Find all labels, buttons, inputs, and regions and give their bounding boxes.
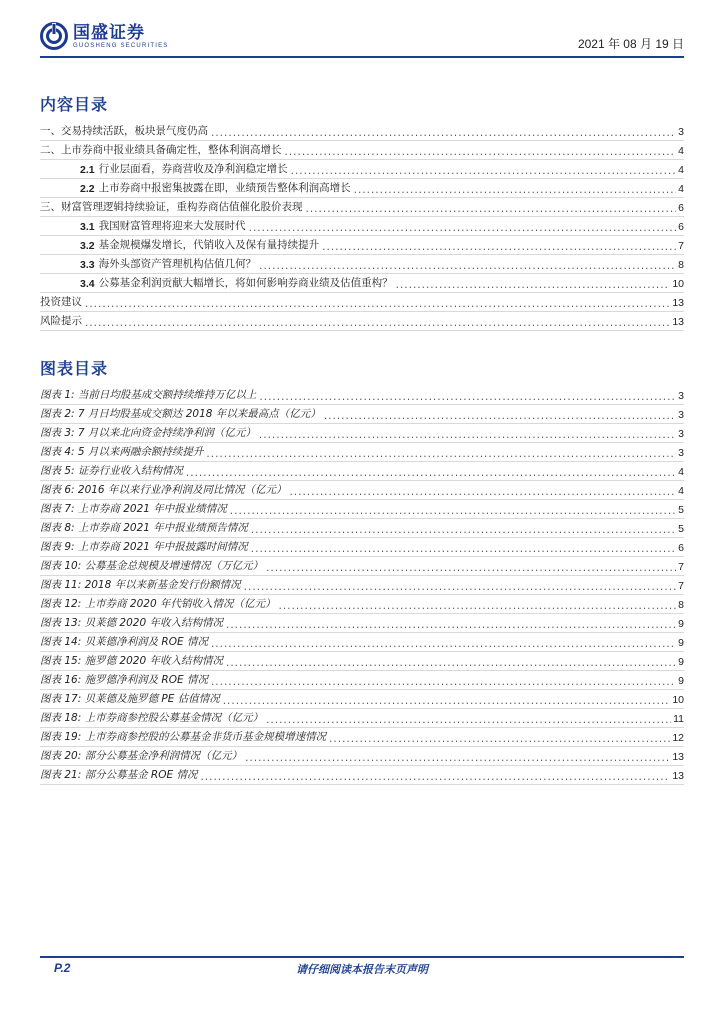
page-ref: 13 xyxy=(672,316,684,328)
entry-title: 基金规模爆发增长，代销收入及保有量持续提升 xyxy=(98,239,320,251)
dot-leader xyxy=(259,392,676,402)
page-ref: 3 xyxy=(678,126,684,138)
page-ref: 3 xyxy=(678,447,684,459)
page-ref: 10 xyxy=(672,694,684,706)
page-ref: 8 xyxy=(678,259,684,271)
figure-entry[interactable] xyxy=(40,557,684,576)
page-number: P.2 xyxy=(54,961,71,975)
entry-title: 上市券商中报密集披露在即，业绩预告整体利润高增长 xyxy=(98,182,351,194)
page-ref: 6 xyxy=(678,542,684,554)
brand-name-en: GUOSHENG SECURITIES xyxy=(73,42,169,49)
figure-entry[interactable] xyxy=(40,443,684,462)
dot-leader xyxy=(230,506,676,516)
page-ref: 6 xyxy=(678,202,684,214)
figure-title: 图表 14: 贝莱德净利润及 ROE 情况 xyxy=(40,636,208,648)
figure-title: 图表 9: 上市券商 2021 年中报披露时间情况 xyxy=(40,541,248,553)
figures-list xyxy=(40,386,684,785)
page-ref: 7 xyxy=(678,561,684,573)
page-ref: 8 xyxy=(678,599,684,611)
toc-entry[interactable] xyxy=(40,122,684,141)
section-number: 3.4 xyxy=(80,278,95,290)
figure-entry[interactable] xyxy=(40,481,684,500)
figure-entry[interactable] xyxy=(40,671,684,690)
toc-entry[interactable] xyxy=(40,217,684,236)
dot-leader xyxy=(259,261,676,271)
figure-title: 图表 5: 证券行业收入结构情况 xyxy=(40,465,183,477)
toc-entry[interactable] xyxy=(40,236,684,255)
dot-leader xyxy=(322,242,676,252)
page-ref: 4 xyxy=(678,485,684,497)
figure-title: 图表 21: 部分公募基金 ROE 情况 xyxy=(40,769,198,781)
figure-entry[interactable] xyxy=(40,633,684,652)
dot-leader xyxy=(266,715,671,725)
dot-leader xyxy=(396,280,671,290)
figure-title: 图表 7: 上市券商 2021 年中报业绩情况 xyxy=(40,503,227,515)
entry-title: 风险提示 xyxy=(40,315,82,327)
figure-title: 图表 8: 上市券商 2021 年中报业绩预告情况 xyxy=(40,522,248,534)
page-ref: 4 xyxy=(678,466,684,478)
toc-entry[interactable] xyxy=(40,312,684,331)
section-number: 3.2 xyxy=(80,240,95,252)
section-number: 2.2 xyxy=(80,183,95,195)
toc-entry[interactable] xyxy=(40,141,684,160)
figure-title: 图表 15: 施罗德 2020 年收入结构情况 xyxy=(40,655,223,667)
page-ref: 7 xyxy=(678,580,684,592)
figure-title: 图表 2: 7 月日均股基成交额达 2018 年以来最高点（亿元） xyxy=(40,408,321,420)
page-ref: 12 xyxy=(672,732,684,744)
entry-title: 我国财富管理将迎来大发展时代 xyxy=(98,220,246,232)
dot-leader xyxy=(289,487,676,497)
page-ref: 9 xyxy=(678,637,684,649)
figures-title: 图表目录 xyxy=(40,359,109,378)
brand-logo xyxy=(40,22,168,50)
page-ref: 10 xyxy=(672,278,684,290)
dot-leader xyxy=(259,430,676,440)
page-ref: 13 xyxy=(672,751,684,763)
dot-leader xyxy=(226,658,676,668)
figure-title: 图表 16: 施罗德净利润及 ROE 情况 xyxy=(40,674,208,686)
dot-leader xyxy=(211,128,676,138)
figure-title: 图表 11: 2018 年以来新基金发行份额情况 xyxy=(40,579,241,591)
dot-leader xyxy=(206,449,676,459)
dot-leader xyxy=(244,582,677,592)
dot-leader xyxy=(266,563,676,573)
page-ref: 13 xyxy=(672,770,684,782)
entry-title: 公募基金利润贡献大幅增长，将如何影响券商业绩及估值重构？ xyxy=(98,277,393,289)
dot-leader xyxy=(200,772,670,782)
figure-entry[interactable] xyxy=(40,709,684,728)
figure-title: 图表 3: 7 月以来北向资金持续净利润（亿元） xyxy=(40,427,256,439)
page-ref: 3 xyxy=(678,409,684,421)
toc-entry[interactable] xyxy=(40,198,684,217)
dot-leader xyxy=(291,166,677,176)
figure-entry[interactable] xyxy=(40,424,684,443)
page-ref: 13 xyxy=(672,297,684,309)
dot-leader xyxy=(278,601,676,611)
page-ref: 3 xyxy=(678,390,684,402)
toc-entry[interactable] xyxy=(40,160,684,179)
entry-title: 海外头部资产管理机构估值几何？ xyxy=(98,258,257,270)
dot-leader xyxy=(211,677,676,687)
dot-leader xyxy=(186,468,676,478)
section-number: 2.1 xyxy=(80,164,95,176)
toc-entry[interactable] xyxy=(40,293,684,312)
header-divider xyxy=(40,56,684,58)
page-ref: 4 xyxy=(678,183,684,195)
figure-title: 图表 17: 贝莱德及施罗德 PE 估值情况 xyxy=(40,693,220,705)
entry-title: 一、交易持续活跃，板块景气度仍高 xyxy=(40,125,208,137)
dot-leader xyxy=(226,620,676,630)
page-ref: 5 xyxy=(678,504,684,516)
contents-title: 内容目录 xyxy=(40,95,109,114)
page-ref: 4 xyxy=(678,164,684,176)
toc-entry[interactable] xyxy=(40,255,684,274)
page-ref: 3 xyxy=(678,428,684,440)
figure-entry[interactable] xyxy=(40,405,684,424)
footer-disclaimer: 请仔细阅读本报告末页声明 xyxy=(296,963,428,976)
figure-title: 图表 20: 部分公募基金净利润情况（亿元） xyxy=(40,750,243,762)
toc-entry[interactable] xyxy=(40,274,684,293)
figure-entry[interactable] xyxy=(40,519,684,538)
dot-leader xyxy=(211,639,676,649)
figure-title: 图表 18: 上市券商参控股公募基金情况（亿元） xyxy=(40,712,264,724)
dot-leader xyxy=(285,147,677,157)
figure-entry[interactable] xyxy=(40,500,684,519)
figure-entry[interactable] xyxy=(40,614,684,633)
footer-divider xyxy=(40,956,684,958)
page-ref: 4 xyxy=(678,145,684,157)
contents-list xyxy=(40,122,684,331)
dot-leader xyxy=(85,299,670,309)
figure-entry[interactable] xyxy=(40,690,684,709)
section-number: 3.3 xyxy=(80,259,95,271)
entry-title: 行业层面看，券商营收及净利润稳定增长 xyxy=(98,163,288,175)
dot-leader xyxy=(251,544,676,554)
figure-entry[interactable] xyxy=(40,538,684,557)
entry-title: 二、上市券商中报业绩具备确定性，整体利润高增长 xyxy=(40,144,282,156)
page-ref: 5 xyxy=(678,523,684,535)
figure-entry[interactable] xyxy=(40,766,684,785)
dot-leader xyxy=(354,185,677,195)
entry-title: 投资建议 xyxy=(40,296,82,308)
figure-title: 图表 6: 2016 年以来行业净利润及同比情况（亿元） xyxy=(40,484,287,496)
page-header xyxy=(40,18,684,54)
page-ref: 11 xyxy=(673,713,684,725)
logo-icon xyxy=(40,22,68,50)
dot-leader xyxy=(306,204,677,214)
page-ref: 6 xyxy=(678,221,684,233)
report-date: 2021 年 08 月 19 日 xyxy=(577,37,684,51)
figure-entry[interactable] xyxy=(40,576,684,595)
page-ref: 9 xyxy=(678,675,684,687)
figure-entry[interactable] xyxy=(40,728,684,747)
entry-title: 三、财富管理逻辑持续验证，重构券商估值催化股价表现 xyxy=(40,201,303,213)
dot-leader xyxy=(223,696,671,706)
figure-entry[interactable] xyxy=(40,652,684,671)
figure-title: 图表 13: 贝莱德 2020 年收入结构情况 xyxy=(40,617,223,629)
figure-title: 图表 1: 当前日均股基成交额持续维持万亿以上 xyxy=(40,389,257,401)
page-ref: 9 xyxy=(678,656,684,668)
figure-entry[interactable] xyxy=(40,462,684,481)
page-ref: 7 xyxy=(678,240,684,252)
dot-leader xyxy=(329,734,670,744)
brand-name-cn: 国盛证券 xyxy=(73,22,145,43)
figure-entry[interactable] xyxy=(40,747,684,766)
figure-title: 图表 19: 上市券商参控股的公募基金非货币基金规模增速情况 xyxy=(40,731,327,743)
page-ref: 9 xyxy=(678,618,684,630)
dot-leader xyxy=(245,753,670,763)
figure-title: 图表 12: 上市券商 2020 年代销收入情况（亿元） xyxy=(40,598,276,610)
figure-entry[interactable] xyxy=(40,595,684,614)
dot-leader xyxy=(85,318,670,328)
dot-leader xyxy=(324,411,676,421)
figure-title: 图表 10: 公募基金总规模及增速情况（万亿元） xyxy=(40,560,264,572)
figure-entry[interactable] xyxy=(40,386,684,405)
toc-entry[interactable] xyxy=(40,179,684,198)
dot-leader xyxy=(249,223,677,233)
figure-title: 图表 4: 5 月以来两融余额持续提升 xyxy=(40,446,204,458)
section-number: 3.1 xyxy=(80,221,95,233)
dot-leader xyxy=(251,525,676,535)
